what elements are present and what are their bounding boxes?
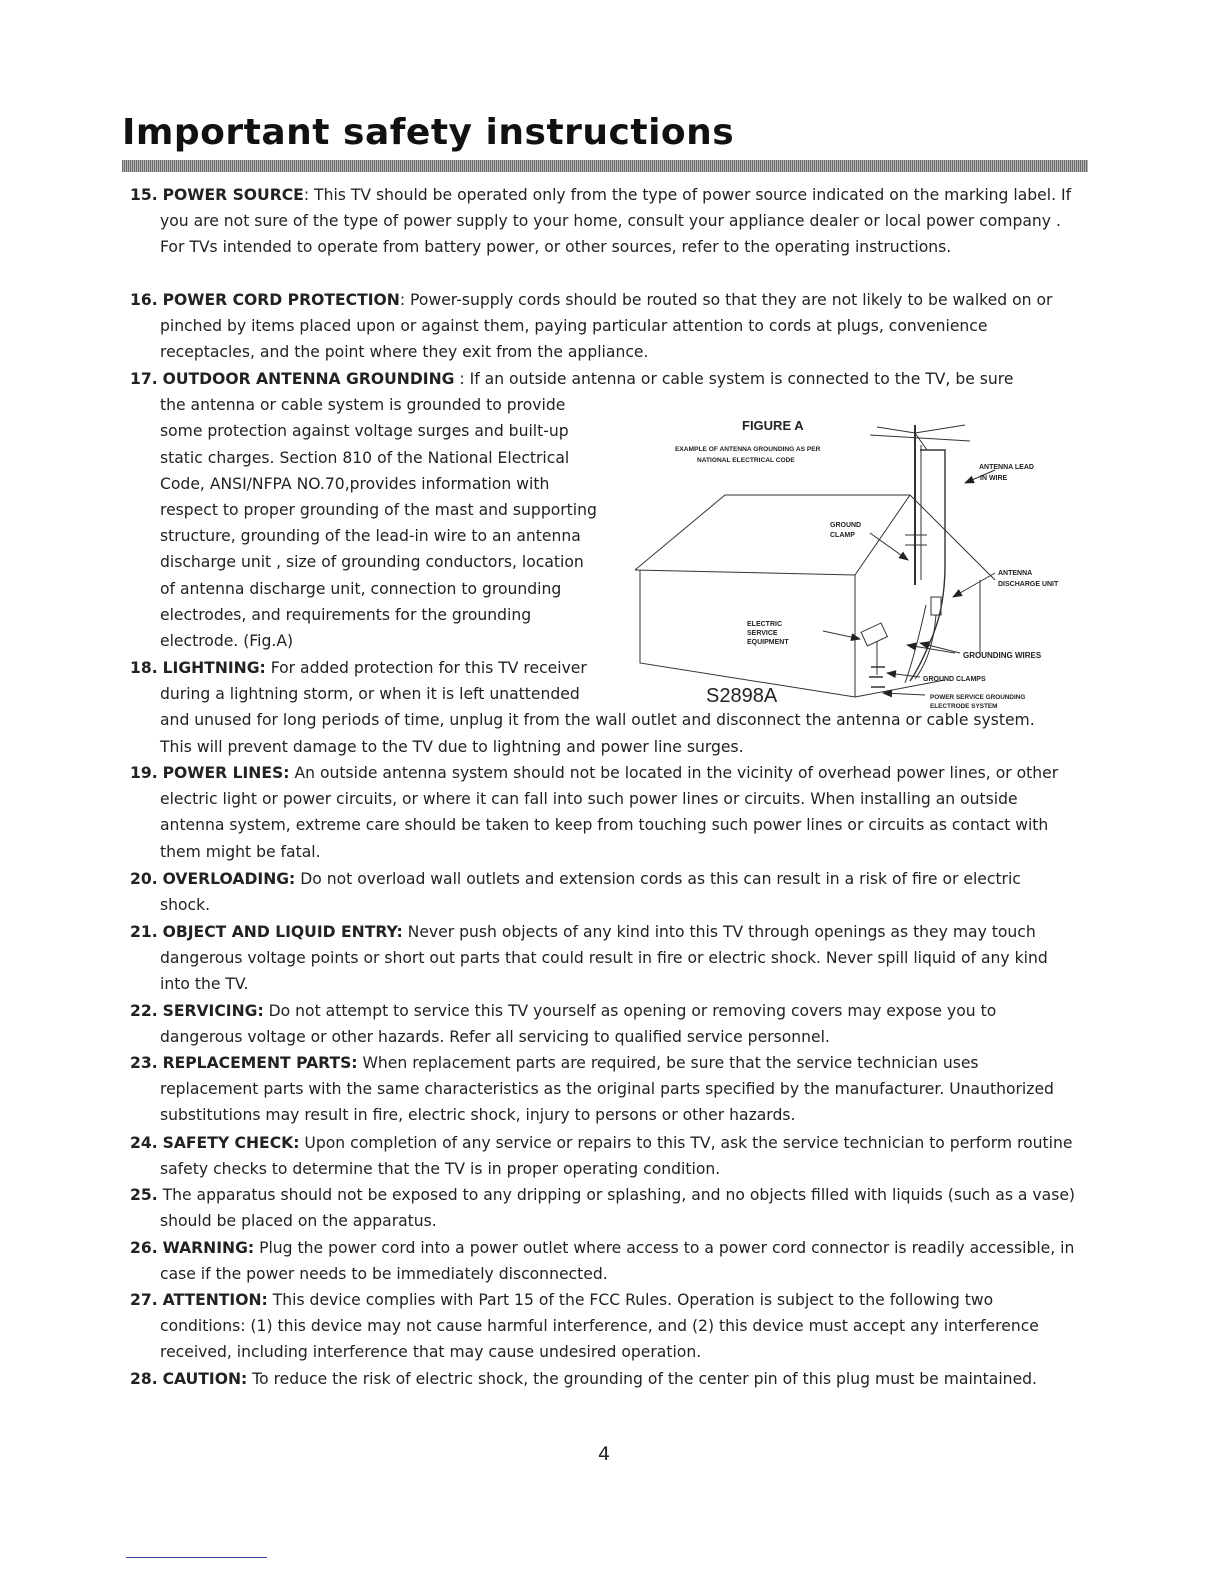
figure-title: FIGURE A <box>742 418 804 433</box>
item-text: This TV should be operated only from the type of power source indicated on the marking label. If you are not sure of the type of power supply to your home, consult your appliance dealer or local power company . For TVs intended to operate from battery power, or other sources, refer to the operating instructions. <box>160 186 1072 257</box>
item-heading: WARNING: <box>162 1239 255 1257</box>
item-text: Upon completion of any service or repairs to this TV, ask the service technician to perform routine safety checks to determine that the TV is in proper operating condition. <box>160 1134 1073 1179</box>
item-text: Do not attempt to service this TV yourself as opening or removing covers may expose you to dangerous voltage or other hazards. Refer all servicing to qualified service personnel. <box>160 1002 997 1047</box>
label-discharge-unit: ANTENNA <box>998 570 1033 577</box>
item-text: To reduce the risk of electric shock, the grounding of the center pin of this plug must be maintained. <box>247 1370 1038 1388</box>
item-line: and unused for long periods of time, unplug it from the wall outlet and disconnect the antenna or cable system. <box>160 711 1035 729</box>
title-rule <box>122 160 1088 172</box>
instruction-21 <box>130 919 1075 998</box>
item-text: Power-supply cords should be routed so that they are not likely to be walked on or pinched by items placed upon or against them, paying particular attention to cords at plugs, convenience receptacles, and the point where they exit from the appliance. <box>160 291 1053 362</box>
antenna-grounding-figure <box>615 405 1075 715</box>
item-number: 23. <box>130 1054 158 1072</box>
item-heading: SAFETY CHECK: <box>162 1134 300 1152</box>
item-number: 20. <box>130 870 158 888</box>
item-text: An outside antenna system should not be located in the vicinity of overhead power lines, or other electric light or power circuits, or where it can fall into such power lines or circuits. When installing an outside antenna system, extreme care should be taken to keep from touching such power lines or circuits as contact with them might be fatal. <box>160 764 1059 861</box>
item-separator: : <box>454 370 465 388</box>
item-line: the antenna or cable system is grounded to provide <box>160 396 566 415</box>
item-number: 24. <box>130 1134 158 1152</box>
item-heading: OBJECT AND LIQUID ENTRY: <box>162 923 403 941</box>
label-ground-clamp: GROUND <box>830 522 862 529</box>
item-heading: LIGHTNING: <box>162 659 266 677</box>
page-title: Important safety instructions <box>122 112 735 153</box>
item-heading: CAUTION: <box>162 1370 248 1388</box>
item-number: 19. <box>130 764 158 782</box>
instruction-26 <box>130 1235 1075 1287</box>
item-number: 17. <box>130 370 158 388</box>
label-ground-clamps: GROUND CLAMPS <box>923 676 986 683</box>
label-discharge-unit: DISCHARGE UNIT <box>998 581 1059 588</box>
item-number: 18. <box>130 659 158 677</box>
item-number: 15. <box>130 186 158 204</box>
footer-rule <box>126 1557 267 1558</box>
item-text: When replacement parts are required, be sure that the service technician uses replacement parts with the same characteristics as the original parts specified by the manufacturer. Unauthorized substitutions may result in fire, electric shock, injury to persons or other hazards. <box>160 1054 1054 1125</box>
page-number: 4 <box>598 1443 611 1465</box>
item-line: Code, ANSI/NFPA NO.70,provides information with <box>160 474 550 493</box>
item-heading: POWER SOURCE <box>162 186 304 204</box>
item-number: 16. <box>130 291 158 309</box>
instruction-23 <box>130 1050 1075 1129</box>
item-heading: REPLACEMENT PARTS: <box>162 1054 358 1072</box>
instruction-28 <box>130 1366 1075 1392</box>
label-power-service: ELECTRODE SYSTEM <box>930 703 998 710</box>
label-antenna-lead: IN WIRE <box>980 475 1008 482</box>
item-number: 27. <box>130 1291 158 1309</box>
item-text: Plug the power cord into a power outlet where access to a power cord connector is readily accessible, in case if the power needs to be immediately disconnected. <box>160 1239 1075 1284</box>
item-line: of antenna discharge unit, connection to grounding <box>160 579 562 598</box>
label-power-service: POWER SERVICE GROUNDING <box>930 694 1026 701</box>
item-heading: ATTENTION: <box>162 1291 268 1309</box>
item-line: respect to proper grounding of the mast and supporting <box>160 501 597 519</box>
instruction-22 <box>130 998 1075 1050</box>
item-text: The apparatus should not be exposed to any dripping or splashing, and no objects filled with liquids (such as a vase) should be placed on the apparatus. <box>157 1186 1075 1231</box>
item-separator: : <box>399 291 406 309</box>
item-line: discharge unit , size of grounding conductors, location <box>160 553 584 572</box>
house-outline <box>635 495 995 580</box>
item-number: 28. <box>130 1370 158 1388</box>
instruction-20 <box>130 866 1075 918</box>
item-text: Never push objects of any kind into this TV through openings as they may touch dangerous voltage points or short out parts that could result in fire or electric shock. Never spill liquid of any kind into the TV. <box>160 923 1048 994</box>
item-number: 26. <box>130 1239 158 1257</box>
item-line: This will prevent damage to the TV due to lightning and power line surges. <box>160 738 744 756</box>
label-electric-service: SERVICE <box>747 630 778 637</box>
figure-subtitle: EXAMPLE OF ANTENNA GROUNDING AS PER <box>675 446 821 453</box>
figure-subtitle: NATIONAL ELECTRICAL CODE <box>697 457 795 464</box>
item-line: during a lightning storm, or when it is left unattended <box>160 685 580 703</box>
electric-service-box <box>861 623 887 646</box>
item-text: This device complies with Part 15 of the FCC Rules. Operation is subject to the following two conditions: (1) this device may not cause harmful interference, and (2) this device must accept any interference received, including interference that may cause undesired operation. <box>160 1291 1039 1362</box>
item-heading: OVERLOADING: <box>162 870 296 888</box>
item-line: For added protection for this TV receiver <box>265 659 587 677</box>
item-text: Do not overload wall outlets and extension cords as this can result in a risk of fire or electric shock. <box>160 870 1021 915</box>
instruction-19 <box>130 760 1075 865</box>
item-number: 22. <box>130 1002 158 1020</box>
item-line: structure, grounding of the lead-in wire to an antenna <box>160 527 581 546</box>
model-number: S2898A <box>706 685 778 707</box>
item-line: some protection against voltage surges and built-up <box>160 422 569 441</box>
instruction-15 <box>130 182 1075 261</box>
label-electric-service: EQUIPMENT <box>747 639 789 646</box>
instruction-16 <box>130 287 1075 366</box>
instruction-27 <box>130 1287 1075 1366</box>
instruction-24 <box>130 1130 1075 1182</box>
item-line: static charges. Section 810 of the National Electrical <box>160 448 570 467</box>
label-grounding-wires: GROUNDING WIRES <box>963 651 1042 660</box>
item-heading: POWER LINES: <box>162 764 290 782</box>
item-line: electrodes, and requirements for the grounding <box>160 605 532 624</box>
instruction-25 <box>130 1182 1075 1234</box>
label-ground-clamp: CLAMP <box>830 532 855 539</box>
item-17-column <box>160 392 620 654</box>
item-number: 21. <box>130 923 158 941</box>
label-electric-service: ELECTRIC <box>747 621 782 628</box>
instruction-18 <box>130 655 587 681</box>
item-heading: OUTDOOR ANTENNA GROUNDING <box>162 370 455 388</box>
item-text: If an outside antenna or cable system is connected to the TV, be sure <box>464 370 1014 388</box>
item-separator: : <box>303 186 310 204</box>
item-heading: SERVICING: <box>162 1002 264 1020</box>
label-antenna-lead: ANTENNA LEAD <box>979 464 1034 471</box>
item-line: electrode. (Fig.A) <box>160 632 294 651</box>
item-heading: POWER CORD PROTECTION <box>162 291 400 309</box>
item-number: 25. <box>130 1186 158 1204</box>
